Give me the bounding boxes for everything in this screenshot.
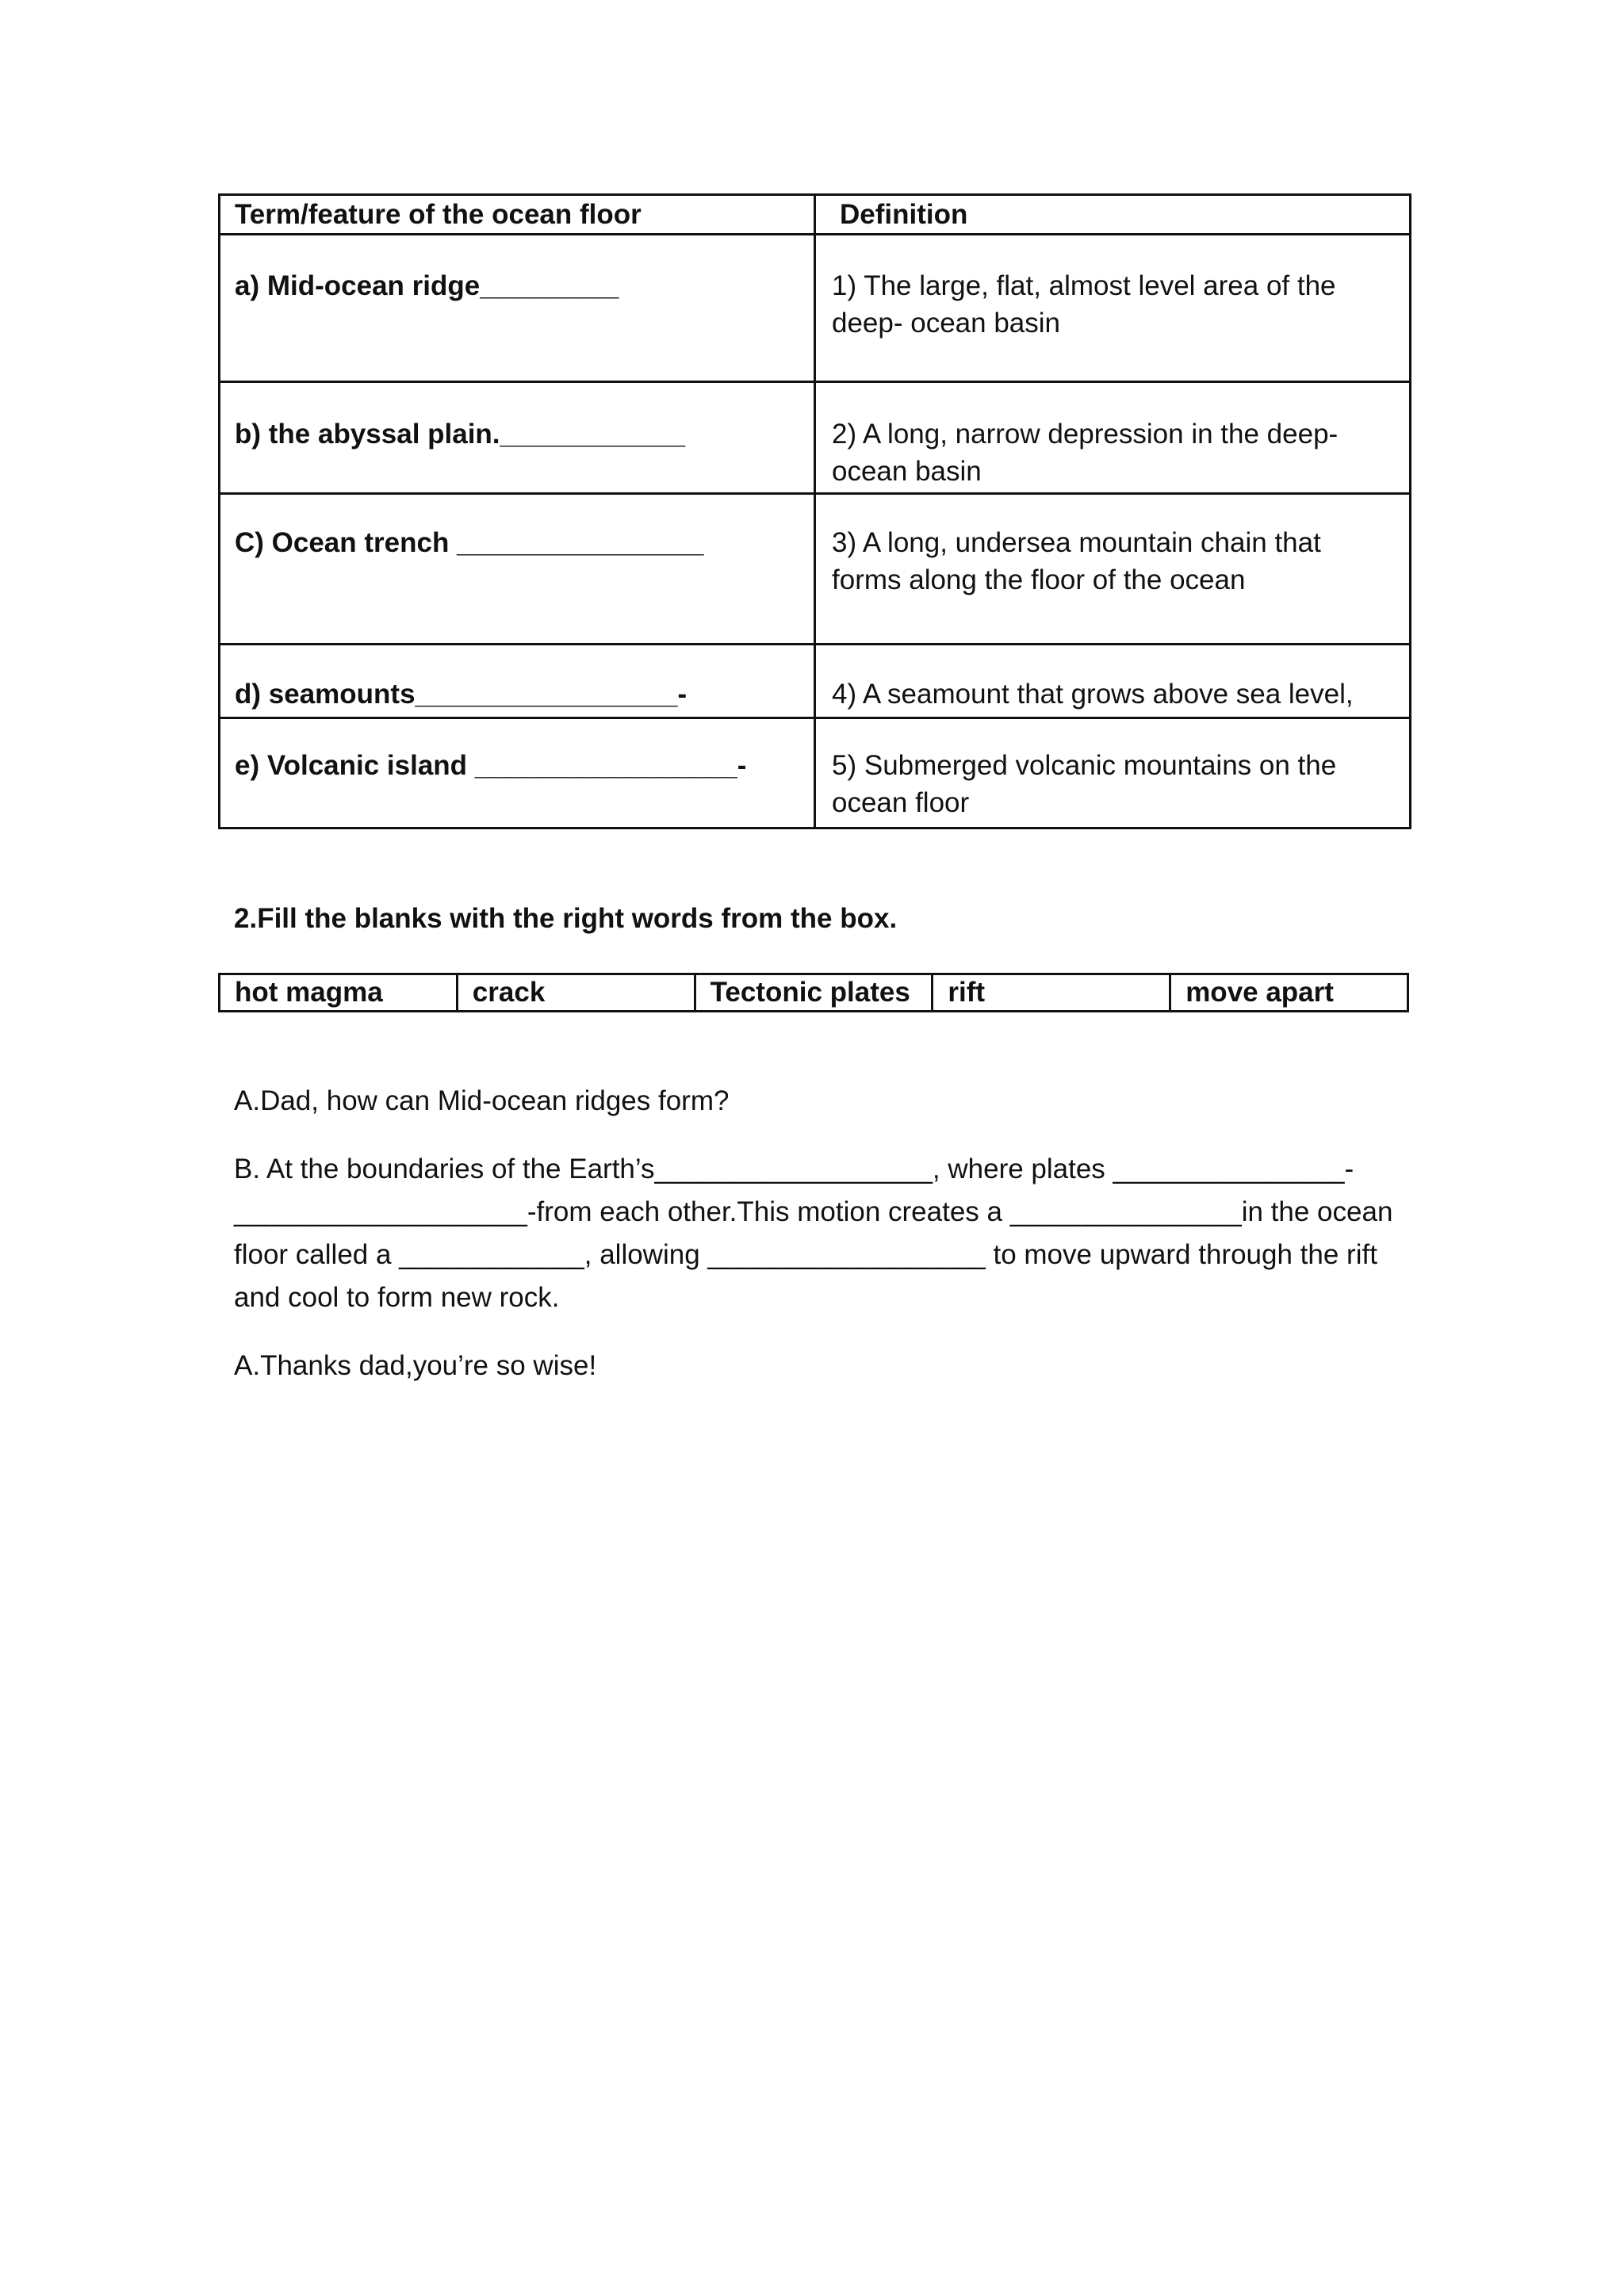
answer-line: ___________________-from each other.This motion creates a _______________in the ocean (234, 1196, 1393, 1227)
definition-line: ocean floor (832, 787, 970, 818)
definition-cell (815, 645, 1411, 718)
word-box (218, 973, 1409, 1012)
matching-table (218, 193, 1411, 829)
definition-line: 3) A long, undersea mountain chain that (832, 527, 1321, 558)
definition-line: forms along the floor of the ocean (832, 564, 1246, 595)
definition-column-header: Definition (815, 195, 1411, 235)
section-2-heading: 2.Fill the blanks with the right words from the box. (234, 903, 898, 934)
definition-line: 2) A long, narrow depression in the deep- (832, 419, 1339, 450)
term-cell: a) Mid-ocean ridge_________ (220, 235, 815, 382)
table-header-row (220, 195, 1411, 235)
term-cell: C) Ocean trench ________________ (220, 494, 815, 645)
term-cell: d) seamounts_________________- (220, 645, 815, 718)
table-row (220, 645, 1411, 718)
word-box-item: hot magma (220, 974, 458, 1012)
word-box-item: move apart (1170, 974, 1408, 1012)
definition-line: 1) The large, flat, almost level area of the (832, 270, 1336, 301)
definition-line: ocean basin (832, 456, 982, 487)
word-box-item: crack (457, 974, 695, 1012)
definition-cell (815, 235, 1411, 382)
table-row (220, 235, 1411, 382)
word-box-item: rift (933, 974, 1170, 1012)
table-row (220, 494, 1411, 645)
dialogue-question: A.Dad, how can Mid-ocean ridges form? (234, 1085, 730, 1116)
dialogue-closing: A.Thanks dad,you’re so wise! (234, 1350, 597, 1381)
answer-line: floor called a ____________, allowing __________________ to move upward through the rift (234, 1239, 1377, 1270)
dialogue-answer (234, 1148, 1408, 1319)
definition-line: 5) Submerged volcanic mountains on the (832, 750, 1337, 781)
table-row (220, 382, 1411, 494)
table-row (220, 718, 1411, 828)
definition-cell (815, 494, 1411, 645)
term-cell: b) the abyssal plain.____________ (220, 382, 815, 494)
word-box-item: Tectonic plates (695, 974, 933, 1012)
word-box-row (220, 974, 1408, 1012)
definition-cell (815, 718, 1411, 828)
answer-line: B. At the boundaries of the Earth’s__________________, where plates _______________- (234, 1154, 1354, 1184)
definition-cell (815, 382, 1411, 494)
term-column-header: Term/feature of the ocean floor (220, 195, 815, 235)
answer-line: and cool to form new rock. (234, 1282, 560, 1313)
definition-line: 4) A seamount that grows above sea level, (832, 679, 1354, 710)
definition-line: deep- ocean basin (832, 308, 1060, 339)
term-cell: e) Volcanic island _________________- (220, 718, 815, 828)
